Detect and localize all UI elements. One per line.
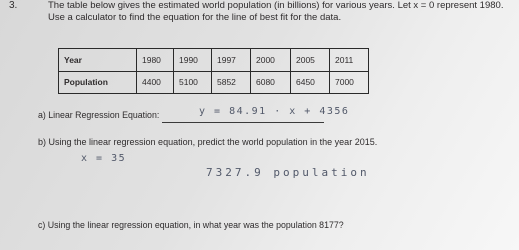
part-b-handwritten-x: x = 35: [81, 153, 127, 164]
population-table: [58, 48, 369, 94]
question-number: 3.: [9, 0, 18, 11]
population-cell: 5100: [174, 71, 212, 94]
question-intro-line-2: Use a calculator to find the equation for the line of best fit for the data.: [48, 12, 342, 23]
population-cell: 7000: [330, 71, 369, 94]
table-row-population: [59, 71, 369, 94]
part-a-answer-line: [162, 122, 324, 123]
year-cell: 1990: [174, 49, 212, 72]
part-a-handwritten-answer: y = 84.91 · x + 4356: [199, 106, 350, 117]
year-cell: 1997: [212, 49, 251, 72]
year-header-cell: Year: [59, 49, 137, 72]
year-cell: 1980: [137, 49, 174, 72]
table-row-year: [59, 49, 369, 72]
population-cell: 6080: [251, 71, 291, 94]
year-cell: 2005: [291, 49, 330, 72]
part-a-prompt: a) Linear Regression Equation:: [38, 110, 160, 120]
population-header-cell: Population: [59, 71, 137, 94]
part-b-prompt: b) Using the linear regression equation, predict the world population in the year 2015.: [38, 137, 378, 147]
question-intro-line-1: The table below gives the estimated world population (in billions) for various years. Let x = 0 represent 1980.: [48, 0, 504, 11]
year-cell: 2000: [251, 49, 291, 72]
year-cell: 2011: [330, 49, 369, 72]
population-cell: 6450: [291, 71, 330, 94]
population-cell: 4400: [137, 71, 174, 94]
population-cell: 5852: [212, 71, 251, 94]
part-c-prompt: c) Using the linear regression equation, in what year was the population 8177?: [38, 220, 344, 230]
part-b-handwritten-answer: 7327.9 population: [206, 166, 370, 179]
